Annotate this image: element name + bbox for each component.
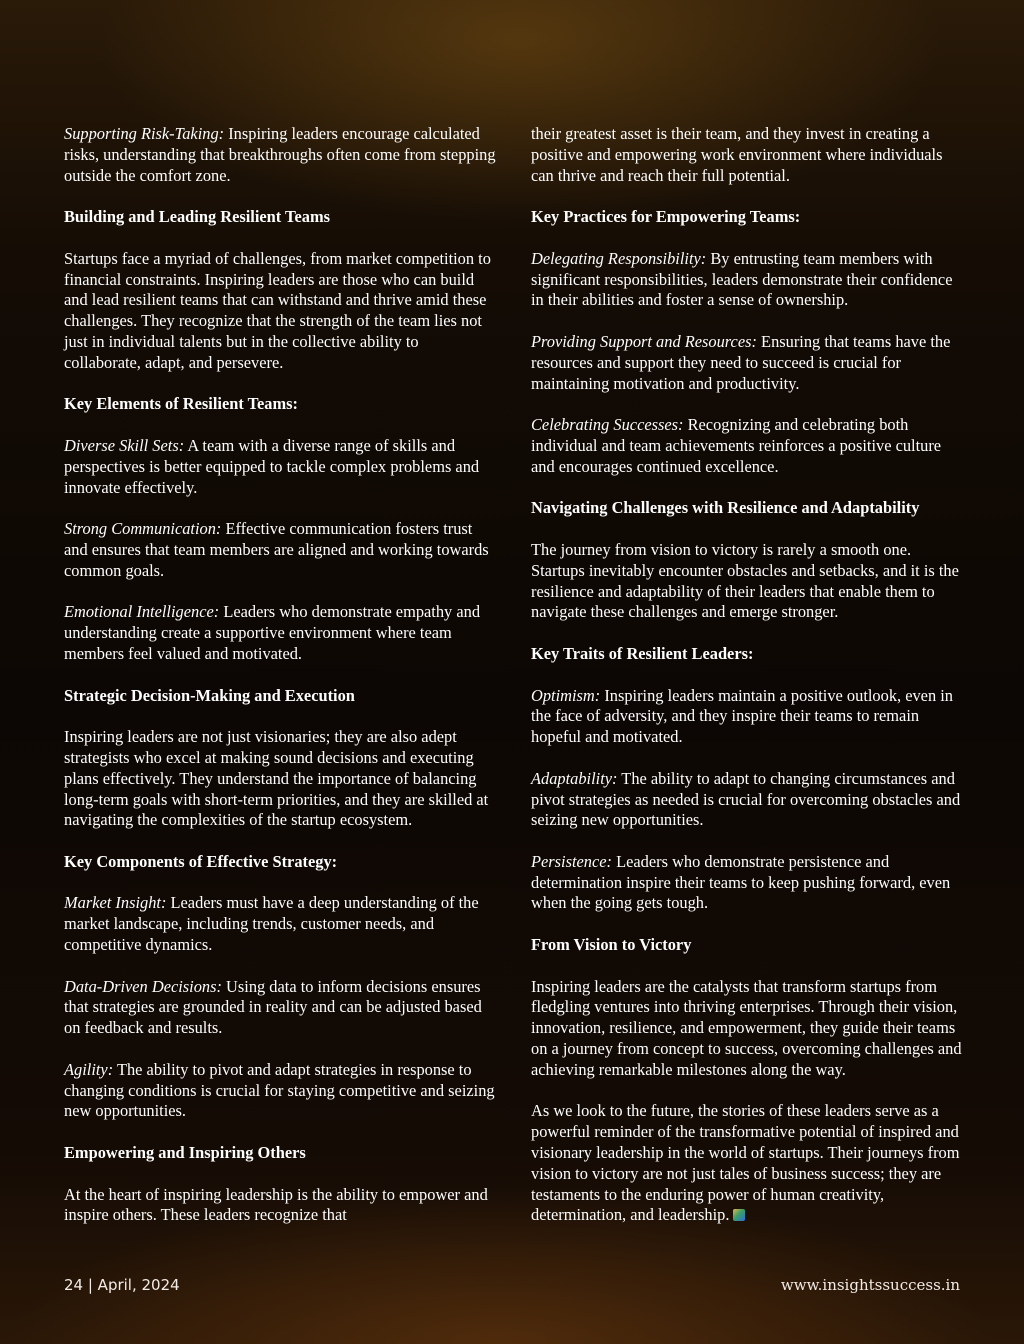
- paragraph-delegating-responsibility: [531, 249, 967, 311]
- subheading-key-elements: Key Elements of Resilient Teams:: [64, 394, 298, 414]
- paragraph-persistence: [531, 852, 967, 914]
- paragraph-adept-strategists: Inspiring leaders are not just visionaries; they are also adept strategists who excel at making sound decisions and executing plans effectively. They understand the importance of balancing long-term goals with short-term priorities, and they are skilled at navigating the complexities of the startup ecosystem.: [64, 727, 489, 830]
- subheading-key-traits: Key Traits of Resilient Leaders:: [531, 643, 754, 663]
- paragraph-text: Inspiring leaders encourage calculated risks, understanding that breakthroughs often come from stepping outside the comfort zone.: [64, 124, 496, 185]
- paragraph-text: Leaders must have a deep understanding of the market landscape, including trends, customer needs, and competitive dynamics.: [64, 893, 479, 955]
- paragraph-look-to-future: [531, 1101, 967, 1226]
- lead-term: Emotional Intelligence:: [64, 602, 220, 622]
- subheading-key-components: Key Components of Effective Strategy:: [64, 851, 338, 871]
- right-column: [531, 124, 967, 1247]
- lead-term: Celebrating Successes:: [531, 415, 684, 435]
- section-heading-vision-to-victory: From Vision to Victory: [531, 935, 692, 955]
- section-heading-navigating-challenges: Navigating Challenges with Resilience and Adaptability: [531, 498, 920, 518]
- paragraph-text: Leaders who demonstrate empathy and understanding create a supportive environment where team members feel valued and motivated.: [64, 602, 481, 663]
- page-number-date: 24 | April, 2024: [64, 1276, 180, 1294]
- lead-term: Agility:: [64, 1059, 114, 1079]
- subheading-key-practices: Key Practices for Empowering Teams:: [531, 207, 801, 227]
- paragraph-text: Recognizing and celebrating both individual and team achievements reinforces a positive culture and encourages continued excellence.: [531, 415, 942, 476]
- lead-term: Supporting Risk-Taking:: [64, 124, 225, 143]
- paragraph-text: Leaders who demonstrate persistence and determination inspire their teams to keep pushing forward, even when the going gets tough.: [531, 851, 951, 913]
- lead-term: Optimism:: [531, 685, 601, 705]
- lead-term: Data-Driven Decisions:: [64, 976, 222, 996]
- paragraph-text: Effective communication fosters trust and ensures that team members are aligned and working towards common goals.: [64, 519, 489, 580]
- paragraph-text: The ability to adapt to changing circumstances and pivot strategies as needed is crucial for overcoming obstacles and seizing new opportunities.: [531, 768, 961, 830]
- paragraph-text: The ability to pivot and adapt strategies in response to changing conditions is crucial for staying competitive and seizing new opportunities.: [64, 1059, 495, 1121]
- paragraph-celebrating-successes: [531, 415, 967, 477]
- paragraph-heart-of-leadership: At the heart of inspiring leadership is the ability to empower and inspire others. These leaders recognize that: [64, 1184, 488, 1225]
- paragraph-catalysts: Inspiring leaders are the catalysts that transform startups from fledgling ventures into thriving enterprises. Through their vision, innovation, resilience, and empowerment, they guide their teams on a journey from concept to success, overcoming challenges and achieving remarkable milestones along the way.: [531, 976, 962, 1079]
- lead-term: Strong Communication:: [64, 519, 222, 539]
- lead-term: Adaptability:: [531, 768, 618, 788]
- paragraph-text: As we look to the future, the stories of these leaders serve as a powerful reminder of the transformative potential of inspired and visionary leadership in the world of startups. Their journeys from vision to victory are not just tales of business success; they are testaments to the enduring power of human creativity, determination, and leadership.: [531, 1101, 960, 1225]
- paragraph-text: By entrusting team members with significant responsibilities, leaders demonstrate their confidence in their abilities and foster a sense of ownership.: [531, 248, 953, 310]
- paragraph-data-driven-decisions: [64, 977, 496, 1039]
- lead-term: Delegating Responsibility:: [531, 248, 707, 268]
- lead-term: Diverse Skill Sets:: [64, 435, 185, 455]
- lead-term: Providing Support and Resources:: [531, 331, 757, 351]
- paragraph-market-insight: [64, 893, 496, 955]
- left-column: [64, 124, 496, 1247]
- paragraph-optimism: [531, 686, 967, 748]
- section-heading-resilient-teams: Building and Leading Resilient Teams: [64, 207, 330, 227]
- paragraph-text: Using data to inform decisions ensures that strategies are grounded in reality and can be adjusted based on feedback and results.: [64, 976, 482, 1038]
- paragraph-providing-support: [531, 332, 967, 394]
- paragraph-journey-from-vision: The journey from vision to victory is rarely a smooth one. Startups inevitably encounter obstacles and setbacks, and it is the resilience and adaptability of their leaders that enable them to navigate these challenges and emerge stronger.: [531, 539, 959, 622]
- paragraph-diverse-skill-sets: [64, 436, 496, 498]
- paragraph-strong-communication: [64, 519, 496, 581]
- paragraph-text: Inspiring leaders maintain a positive outlook, even in the face of adversity, and they inspire their teams to remain hopeful and motivated.: [531, 685, 953, 747]
- paragraph-startups-challenges: Startups face a myriad of challenges, from market competition to financial constraints. Inspiring leaders are those who can build and lead resilient teams that can withstand and thrive amid these challenges. They recognize that the strength of the team lies not just in individual talents but in the collective ability to collaborate, adapt, and persevere.: [64, 248, 491, 372]
- paragraph-greatest-asset: their greatest asset is their team, and they invest in creating a positive and empowering work environment where individuals can thrive and reach their full potential.: [531, 124, 943, 185]
- paragraph-adaptability: [531, 769, 967, 831]
- website-link[interactable]: www.insightssuccess.in: [780, 1276, 960, 1294]
- paragraph-text: Ensuring that teams have the resources and support they need to succeed is crucial for maintaining motivation and productivity.: [531, 331, 951, 393]
- section-heading-empowering: Empowering and Inspiring Others: [64, 1143, 306, 1163]
- paragraph-supporting-risk-taking: [64, 124, 496, 186]
- paragraph-agility: [64, 1060, 496, 1122]
- lead-term: Market Insight:: [64, 893, 167, 913]
- paragraph-text: A team with a diverse range of skills and perspectives is better equipped to tackle complex problems and innovate effectively.: [64, 435, 480, 497]
- section-heading-strategic-decision: Strategic Decision-Making and Execution: [64, 685, 355, 705]
- paragraph-emotional-intelligence: [64, 602, 496, 664]
- lead-term: Persistence:: [531, 851, 613, 871]
- end-of-article-icon: [733, 1209, 745, 1221]
